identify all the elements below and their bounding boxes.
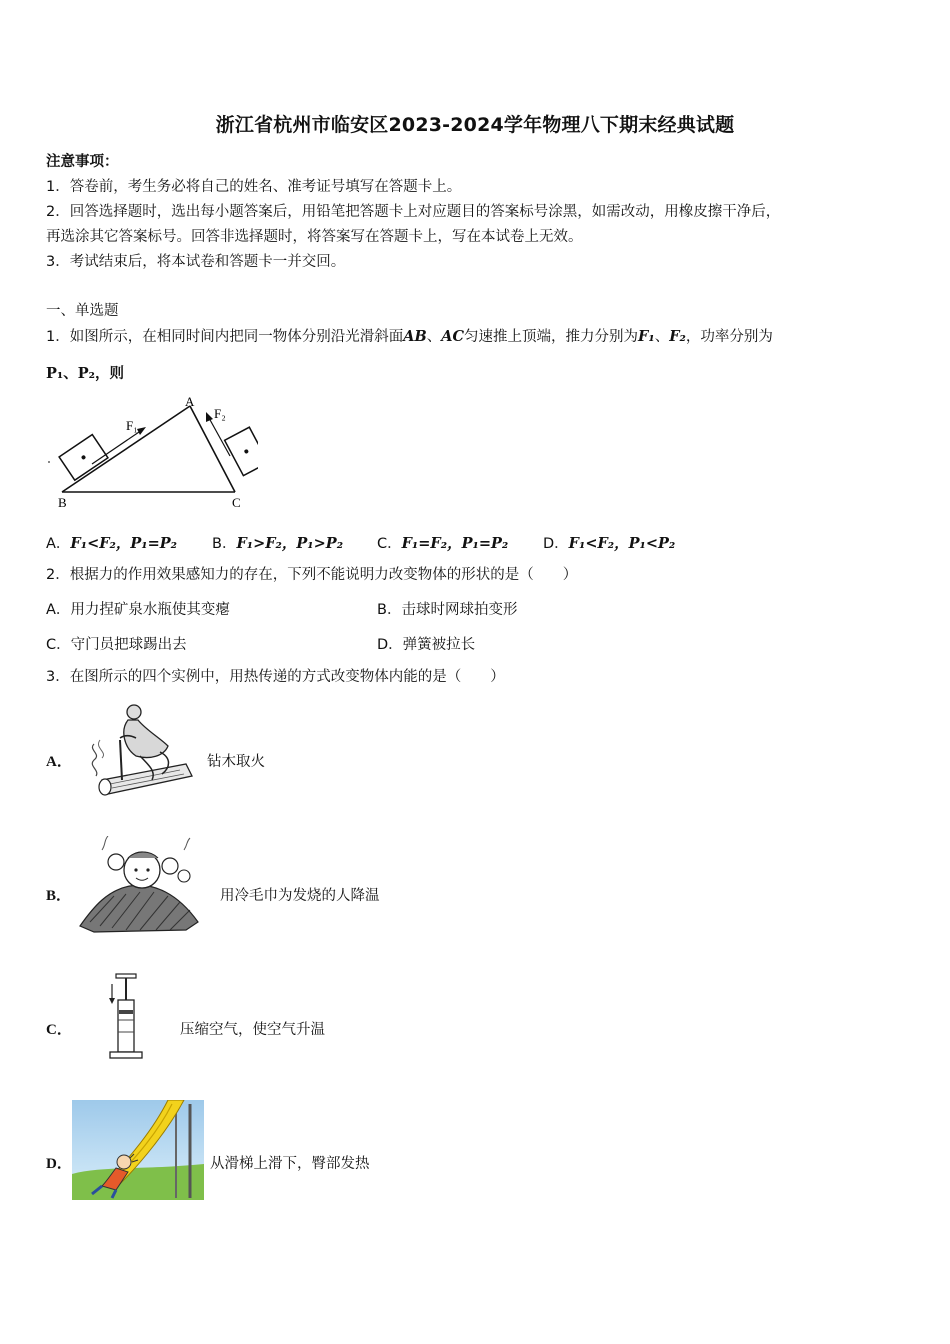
- vertex-b-label: B: [58, 495, 67, 510]
- q3-option-c-text[interactable]: 压缩空气，使空气升温: [180, 1022, 325, 1038]
- notice-heading: 注意事项：: [46, 154, 119, 170]
- question-2-text: 2．根据力的作用效果感知力的存在，下列不能说明力改变物体的形状的是（ ）: [46, 567, 578, 583]
- q1-ab: AB: [403, 328, 427, 345]
- vertex-a-label: A: [185, 394, 195, 409]
- q1-text-a: 1．如图所示，在相同时间内把同一物体分别沿光滑斜面: [46, 329, 404, 345]
- vertex-c-label: C: [232, 495, 241, 510]
- q3-option-b-text[interactable]: 用冷毛巾为发烧的人降温: [220, 888, 380, 904]
- q2-option-b[interactable]: B．击球时网球拍变形: [377, 602, 518, 618]
- q3-option-d-text[interactable]: 从滑梯上滑下，臀部发热: [210, 1156, 370, 1172]
- question-1-text: [46, 327, 773, 347]
- q1-option-b[interactable]: [212, 532, 343, 553]
- force-f1-label: F₁: [126, 418, 138, 433]
- q3-option-a-text[interactable]: 钻木取火: [207, 754, 265, 770]
- q1-option-c-text: F₁=F₂，P₁=P₂: [401, 535, 509, 552]
- drilling-wood-fire-image: [80, 700, 195, 796]
- q2-option-d[interactable]: D．弹簧被拉长: [377, 637, 476, 653]
- incline-diagram: [44, 392, 258, 514]
- q1-option-d-text: F₁<F₂，P₁<P₂: [568, 535, 676, 552]
- q1-text-c: ，功率分别为: [685, 329, 773, 345]
- q1-text-b: 匀速推上顶端，推力分别为: [464, 329, 639, 345]
- q1-f2: F₂: [669, 328, 686, 345]
- q2-option-a[interactable]: A．用力捏矿泉水瓶使其变瘪: [46, 602, 230, 618]
- q1-option-b-label: B．: [212, 536, 237, 552]
- q1-option-c[interactable]: [377, 532, 508, 553]
- section-heading: 一、单选题: [46, 303, 119, 319]
- q1-option-d[interactable]: [543, 532, 675, 553]
- q1-ac: AC: [441, 328, 465, 345]
- q3-option-a-label[interactable]: A．: [46, 754, 72, 770]
- q1-f1: F₁: [638, 328, 655, 345]
- q1-option-a-label: A．: [46, 536, 71, 552]
- notice-item-2-line-1: 2．回答选择题时，选出每小题答案后，用铅笔把答题卡上对应题目的答案标号涂黑，如需改动，用橡皮擦干净后，: [46, 204, 781, 220]
- q1-sep2: 、: [654, 329, 670, 345]
- q1-sep: 、: [426, 329, 442, 345]
- q1-option-a[interactable]: [46, 532, 177, 553]
- q3-option-c-label[interactable]: C．: [46, 1022, 72, 1038]
- q1-option-b-text: F₁>F₂，P₁>P₂: [236, 535, 344, 552]
- notice-item-2-line-2: 再选涂其它答案标号。回答非选择题时，将答案写在答题卡上，写在本试卷上无效。: [46, 229, 583, 245]
- notice-item-1: 1．答卷前，考生务必将自己的姓名、准考证号填写在答题卡上。: [46, 179, 462, 195]
- force-f2-label: F₂: [214, 406, 226, 421]
- q3-option-b-label[interactable]: B．: [46, 888, 72, 904]
- page-title: 浙江省杭州市临安区2023-2024学年物理八下期末经典试题: [215, 114, 735, 136]
- cold-towel-image: [74, 836, 210, 934]
- q3-option-d-label[interactable]: D．: [46, 1156, 72, 1172]
- playground-slide-image: [72, 1100, 204, 1200]
- q1-option-a-text: F₁<F₂，P₁=P₂: [70, 535, 178, 552]
- q2-option-c[interactable]: C．守门员把球踢出去: [46, 637, 187, 653]
- question-1-line-2: P₁、P₂，则: [46, 365, 125, 382]
- notice-item-3: 3．考试结束后，将本试卷和答题卡一并交回。: [46, 254, 346, 270]
- air-compression-tube-image: [104, 970, 150, 1062]
- q1-option-d-label: D．: [543, 536, 569, 552]
- q1-option-c-label: C．: [377, 536, 402, 552]
- question-3-text: 3．在图所示的四个实例中，用热传递的方式改变物体内能的是（ ）: [46, 669, 505, 685]
